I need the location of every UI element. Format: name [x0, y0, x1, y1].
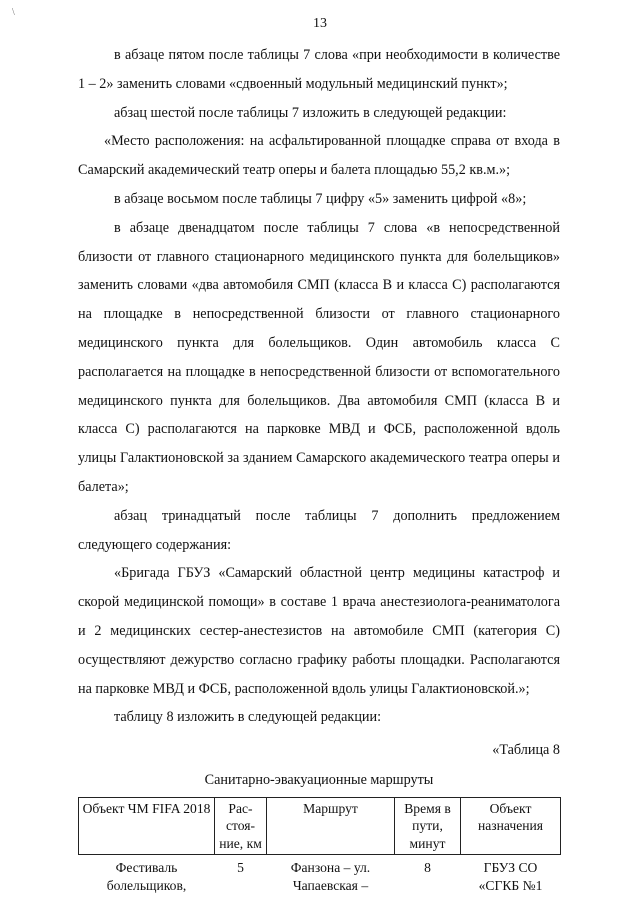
table-header-row	[79, 797, 561, 855]
header-object: Объект ЧМ FIFA 2018	[79, 797, 215, 855]
cell-route: Фанзона – ул. Чапаевская –	[290, 860, 371, 893]
paragraph-1: в абзаце пятом после таблицы 7 слова «при необходимости в количестве 1 – 2» заменить словами «сдвоенный модульный медицинский пункт»;	[78, 47, 560, 92]
table-title: Санитарно-эвакуационные маршруты	[204, 771, 434, 788]
paragraph-2: абзац шестой после таблицы 7 изложить в следующей редакции:	[114, 104, 507, 121]
paragraph-5: в абзаце двенадцатом после таблицы 7 слова «в непосредственной близости от главного стационарного медицинского пункта для болельщиков» заменить словами «два автомобиля СМП (класса В и класса С) располагаются на площадке в непосредственной близости от главного стационарного медицинского пункта для болельщиков. Один автомобиль класса С располагается на площадке в непосредственной близости от вспомогательного медицинского пункта для болельщиков. Два автомобиля СМП (класса В и класса С) располагаются на парковке МВД и ФСБ, расположенной вдоль улицы Галактионовской за зданием Самарского академического театра оперы и балета»;	[78, 219, 560, 495]
paragraph-8: таблицу 8 изложить в следующей редакции:	[114, 709, 382, 726]
header-route: Маршрут	[267, 797, 395, 855]
header-distance: Рас-стоя-ние, км	[215, 797, 267, 855]
page-number: 13	[313, 16, 327, 31]
evacuation-routes-table	[78, 797, 561, 897]
cell-time: 8	[424, 860, 431, 876]
table-row	[79, 855, 561, 897]
paragraph-3: «Место расположения: на асфальтированной площадке справа от входа в Самарский академический театр оперы и балета площадью 55,2 кв.м.»;	[78, 133, 560, 179]
paragraph-7: «Бригада ГБУЗ «Самарский областной центр медицины катастроф и скорой медицинской помощи» в составе 1 врача анестезиолога-реаниматолога и 2 медицинских сестер-анестезистов на автомобиле СМП (категория С) осуществляют дежурство согласно графику работы площадки. Располагаются на парковке МВД и ФСБ, расположенной вдоль улицы Галактионовской.»;	[78, 565, 560, 697]
cell-destination: ГБУЗ СО «СГКБ №1	[478, 860, 543, 893]
header-time: Время в пути, минут	[395, 797, 461, 855]
paragraph-6: абзац тринадцатый после таблицы 7 дополнить предложением следующего содержания:	[78, 507, 560, 553]
cell-object: Фестиваль болельщиков,	[106, 860, 187, 893]
paragraph-4: в абзаце восьмом после таблицы 7 цифру «5» заменить цифрой «8»;	[114, 190, 527, 207]
header-destination: Объект назначения	[461, 797, 561, 855]
document-body	[78, 41, 560, 896]
corner-mark: \	[12, 7, 15, 18]
table-label: «Таблица 8	[492, 742, 560, 759]
cell-distance: 5	[237, 860, 244, 876]
